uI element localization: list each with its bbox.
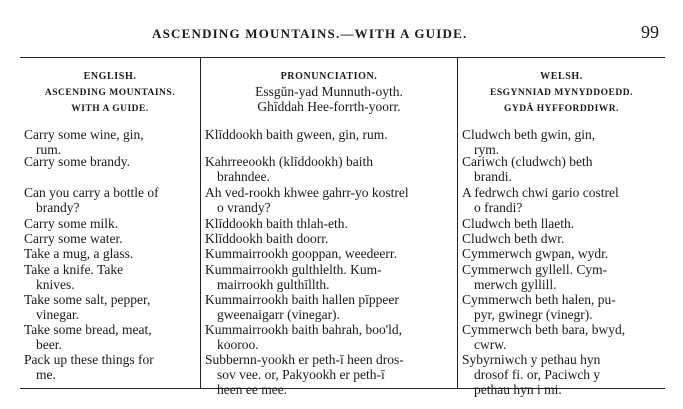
subheading-line: ASCENDING MOUNTAINS. (44, 88, 176, 98)
pronunciation-column (201, 58, 457, 397)
row-line: Cludwch beth llaeth. (462, 216, 575, 231)
table-row-english (20, 185, 200, 215)
table-row-welsh (458, 127, 665, 157)
row-line: Can you carry a bottle of (24, 185, 159, 200)
row-line: Carry some water. (24, 231, 123, 246)
table-row-english (20, 352, 200, 382)
subheading-line: Essgŭn-yad Munnuth-oyth. (255, 84, 403, 99)
row-line: sov vee. or, Pakyookh er peth-ī (217, 367, 385, 382)
row-line: heen ee mee. (217, 382, 288, 397)
table-row-pronunciation (201, 231, 457, 246)
row-line: Take some salt, pepper, (24, 292, 151, 307)
subheading-line: GYDÂ HYFFORDDIWR. (503, 104, 620, 114)
column-header-welsh: WELSH. (540, 71, 583, 82)
table-row-english (20, 292, 200, 322)
table-row-english (20, 231, 200, 246)
row-line: Subbernn-yookh er peth-ī heen dros- (205, 352, 404, 367)
row-line: Carry some wine, gin, (24, 127, 144, 142)
table-row-welsh (458, 185, 665, 215)
row-line: Klīddookh baith doorr. (205, 231, 329, 246)
row-line: Cymmerwch gyllell. Cym- (462, 262, 608, 277)
row-line: Ah ved-rookh khwee gahrr-yo kostrel (205, 185, 409, 200)
row-line: Kahrreeookh (klīddookh) baith (205, 154, 373, 169)
row-line: merwch gyllill. (474, 277, 557, 292)
row-line: Cludwch beth gwin, gin, (462, 127, 596, 142)
table-row-english (20, 154, 200, 169)
row-line: brandy? (36, 200, 80, 215)
table-row-english (20, 262, 200, 292)
row-line: Carry some brandy. (24, 154, 130, 169)
row-line: o frandi? (474, 200, 523, 215)
column-header-english: ENGLISH. (83, 71, 137, 82)
table-row-pronunciation (201, 322, 457, 352)
table-row-welsh (458, 246, 665, 261)
row-line: rum. (36, 142, 62, 157)
row-line: beer. (36, 337, 62, 352)
table-row-welsh (458, 231, 665, 246)
row-line: vinegar. (36, 307, 80, 322)
column-header-pronunciation: PRONUNCIATION. (280, 71, 378, 82)
table-row-welsh (458, 322, 665, 352)
table-row-welsh (458, 154, 665, 184)
row-line: Pack up these things for (24, 352, 154, 367)
row-line: rym. (474, 142, 500, 157)
row-line: o vrandy? (217, 200, 271, 215)
row-line: knives. (36, 277, 75, 292)
subheading-welsh (458, 85, 665, 117)
table-row-welsh (458, 352, 665, 397)
table-row-pronunciation (201, 216, 457, 231)
row-line: Kummairrookh baith hallen pīppeer (205, 292, 399, 307)
table-row-welsh (458, 262, 665, 292)
row-line: pethau hyn i mi. (474, 382, 562, 397)
subheading-english (20, 85, 200, 117)
row-line: pyr, gwinegr (vinegr). (474, 307, 593, 322)
table-row-english (20, 127, 200, 157)
english-column (20, 58, 200, 388)
subheading-line: Ghīddah Hee-forrth-yoorr. (257, 99, 401, 114)
subheading-line: ESGYNNIAD MYNYDDOEDD. (490, 88, 633, 98)
row-line: brahndee. (217, 169, 270, 184)
row-line: gweenaigarr (vinegar). (217, 307, 340, 322)
table-row-pronunciation (201, 262, 457, 292)
row-line: cwrw. (474, 337, 507, 352)
row-line: Cymmerwch gwpan, wydr. (462, 246, 609, 261)
row-line: me. (36, 367, 56, 382)
page-number: 99 (641, 22, 659, 42)
row-line: mairrookh gulthīllth. (217, 277, 330, 292)
row-line: kooroo. (217, 337, 259, 352)
table-row-pronunciation (201, 185, 457, 215)
table-row-welsh (458, 292, 665, 322)
table-row-pronunciation (201, 292, 457, 322)
row-line: Cludwch beth dwr. (462, 231, 565, 246)
welsh-column (458, 58, 665, 397)
table-row-english (20, 216, 200, 231)
row-line: Take some bread, meat, (24, 322, 152, 337)
table-row-pronunciation (201, 154, 457, 184)
row-line: Kummairrookh baith bahrah, boo'ld, (205, 322, 403, 337)
row-line: Kummairrookh gooppan, weedeerr. (205, 246, 397, 261)
row-line: Klīddookh baith thlah-eth. (205, 216, 348, 231)
row-line: brandi. (474, 169, 512, 184)
table-row-english (20, 322, 200, 352)
row-line: Carry some milk. (24, 216, 119, 231)
running-head: ASCENDING MOUNTAINS.—WITH A GUIDE. (152, 26, 468, 41)
phrase-table (20, 57, 665, 397)
table-row-english (20, 246, 200, 261)
table-row-welsh (458, 216, 665, 231)
row-line: Take a mug, a glass. (24, 246, 134, 261)
table-row-pronunciation (201, 246, 457, 261)
row-line: A fedrwch chwi gario costrel (462, 185, 619, 200)
table-row-pronunciation (201, 127, 457, 142)
subheading-pronunciation (201, 84, 457, 114)
row-line: Sybyrniwch y pethau hyn (462, 352, 601, 367)
row-line: Cymmerwch beth bara, bwyd, (462, 322, 626, 337)
row-line: Cariwch (cludwch) beth (462, 154, 593, 169)
row-line: drosof fi. or, Paciwch y (474, 367, 601, 382)
row-line: Cymmerwch beth halen, pu- (462, 292, 616, 307)
table-row-pronunciation (201, 352, 457, 397)
row-line: Take a knife. Take (24, 262, 124, 277)
row-line: Klīddookh baith gween, gin, rum. (205, 127, 388, 142)
row-line: Kummairrookh gulthlelth. Kum- (205, 262, 382, 277)
subheading-line: WITH A GUIDE. (71, 104, 149, 114)
